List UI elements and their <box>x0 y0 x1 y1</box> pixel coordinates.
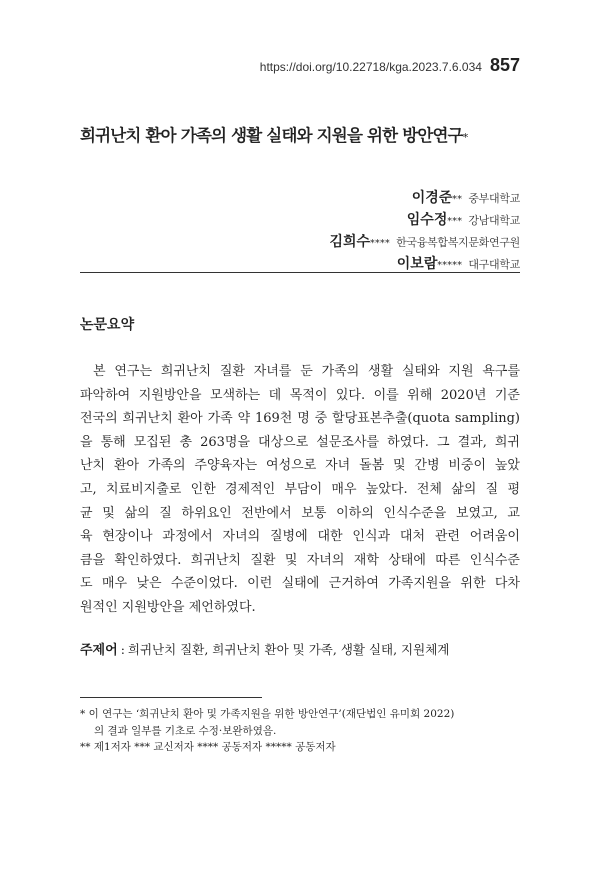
paper-title <box>80 122 540 146</box>
footnote-funding-cont: 의 결과 일부를 기초로 수정·보완하였음. <box>94 724 277 737</box>
author-entry <box>330 186 521 208</box>
author-name: 이보람 <box>396 256 438 272</box>
doi-link[interactable]: https://doi.org/10.22718/kga.2023.7.6.034 <box>259 60 482 74</box>
author-mark: **** <box>370 239 391 249</box>
abstract-line: 본 연구는 희귀난치 질환 자녀를 둔 가족의 생활 실태와 지원 욕구를 <box>93 364 520 379</box>
abstract-line: 균 및 삶의 질 하위요인 전반에서 보통 이하의 인식수준을 보였고, 교 <box>80 505 520 521</box>
footnote-author-roles: ** 제1저자 *** 교신저자 **** 공동저자 ***** 공동저자 <box>80 741 336 753</box>
abstract-line: 파악하여 지원방안을 모색하는 데 목적이 있다. 이를 위해 2020년 기준 <box>80 387 520 403</box>
keywords-separator: : <box>120 642 125 657</box>
author-list <box>330 186 521 274</box>
keywords <box>80 639 520 658</box>
abstract-line: 전국의 희귀난치 환아 가족 약 169천 명 중 할당표본추출(quota sampling) <box>80 411 520 427</box>
abstract-line: 큼을 확인하였다. 희귀난치 질환 및 자녀의 재학 상태에 따른 인식수준 <box>80 552 520 568</box>
abstract-line: 을 통해 모집된 총 263명을 대상으로 설문조사를 하였다. 그 결과, 희귀 <box>80 434 520 450</box>
author-entry <box>330 252 521 274</box>
abstract-line: 육 현장이나 과정에서 자녀의 질병에 대한 인식과 대처 관련 어려움이 <box>80 529 520 545</box>
keywords-label: 주제어 <box>80 643 118 658</box>
page-header <box>260 55 520 76</box>
author-entry <box>330 208 521 230</box>
abstract-line: 도 매우 낮은 수준이었다. 이런 실태에 근거하여 가족지원을 위한 다차 <box>80 576 520 592</box>
author-name: 임수정 <box>406 212 448 228</box>
author-affiliation: 대구대학교 <box>468 258 520 271</box>
abstract-body <box>80 360 520 620</box>
abstract-heading: 논문요약 <box>80 317 135 333</box>
footnotes <box>80 706 530 756</box>
abstract-line: 난치 환아 가족의 주양육자는 여성으로 자녀 돌봄 및 간병 비중이 높았 <box>80 458 520 474</box>
footnote-funding: * 이 연구는 ‘희귀난치 환아 및 가족지원을 위한 방안연구’(재단법인 유미회 2022) <box>80 708 455 720</box>
author-affiliation: 강남대학교 <box>468 214 520 227</box>
author-entry <box>330 230 521 252</box>
paper-title-text: 희귀난치 환아 가족의 생활 실태와 지원을 위한 방안연구 <box>80 126 463 145</box>
title-divider <box>80 272 520 273</box>
author-affiliation: 한국융복합복지문화연구원 <box>396 236 520 249</box>
abstract-line: 고, 치료비지출로 인한 경제적인 부담이 매우 높았다. 전체 삶의 질 평 <box>80 481 520 497</box>
author-name: 이경준 <box>411 190 453 206</box>
author-mark: ***** <box>437 261 463 271</box>
keywords-text: 희귀난치 질환, 희귀난치 환아 및 가족, 생활 실태, 지원체계 <box>127 642 450 657</box>
author-affiliation: 중부대학교 <box>468 192 520 205</box>
title-footnote-mark: * <box>462 131 468 144</box>
footnote-divider <box>80 697 262 698</box>
page-number: 857 <box>489 55 520 75</box>
abstract-line: 원적인 지원방안을 제언하였다. <box>80 599 256 615</box>
author-mark: ** <box>452 195 463 205</box>
author-name: 김희수 <box>329 234 371 250</box>
author-mark: *** <box>447 217 463 227</box>
